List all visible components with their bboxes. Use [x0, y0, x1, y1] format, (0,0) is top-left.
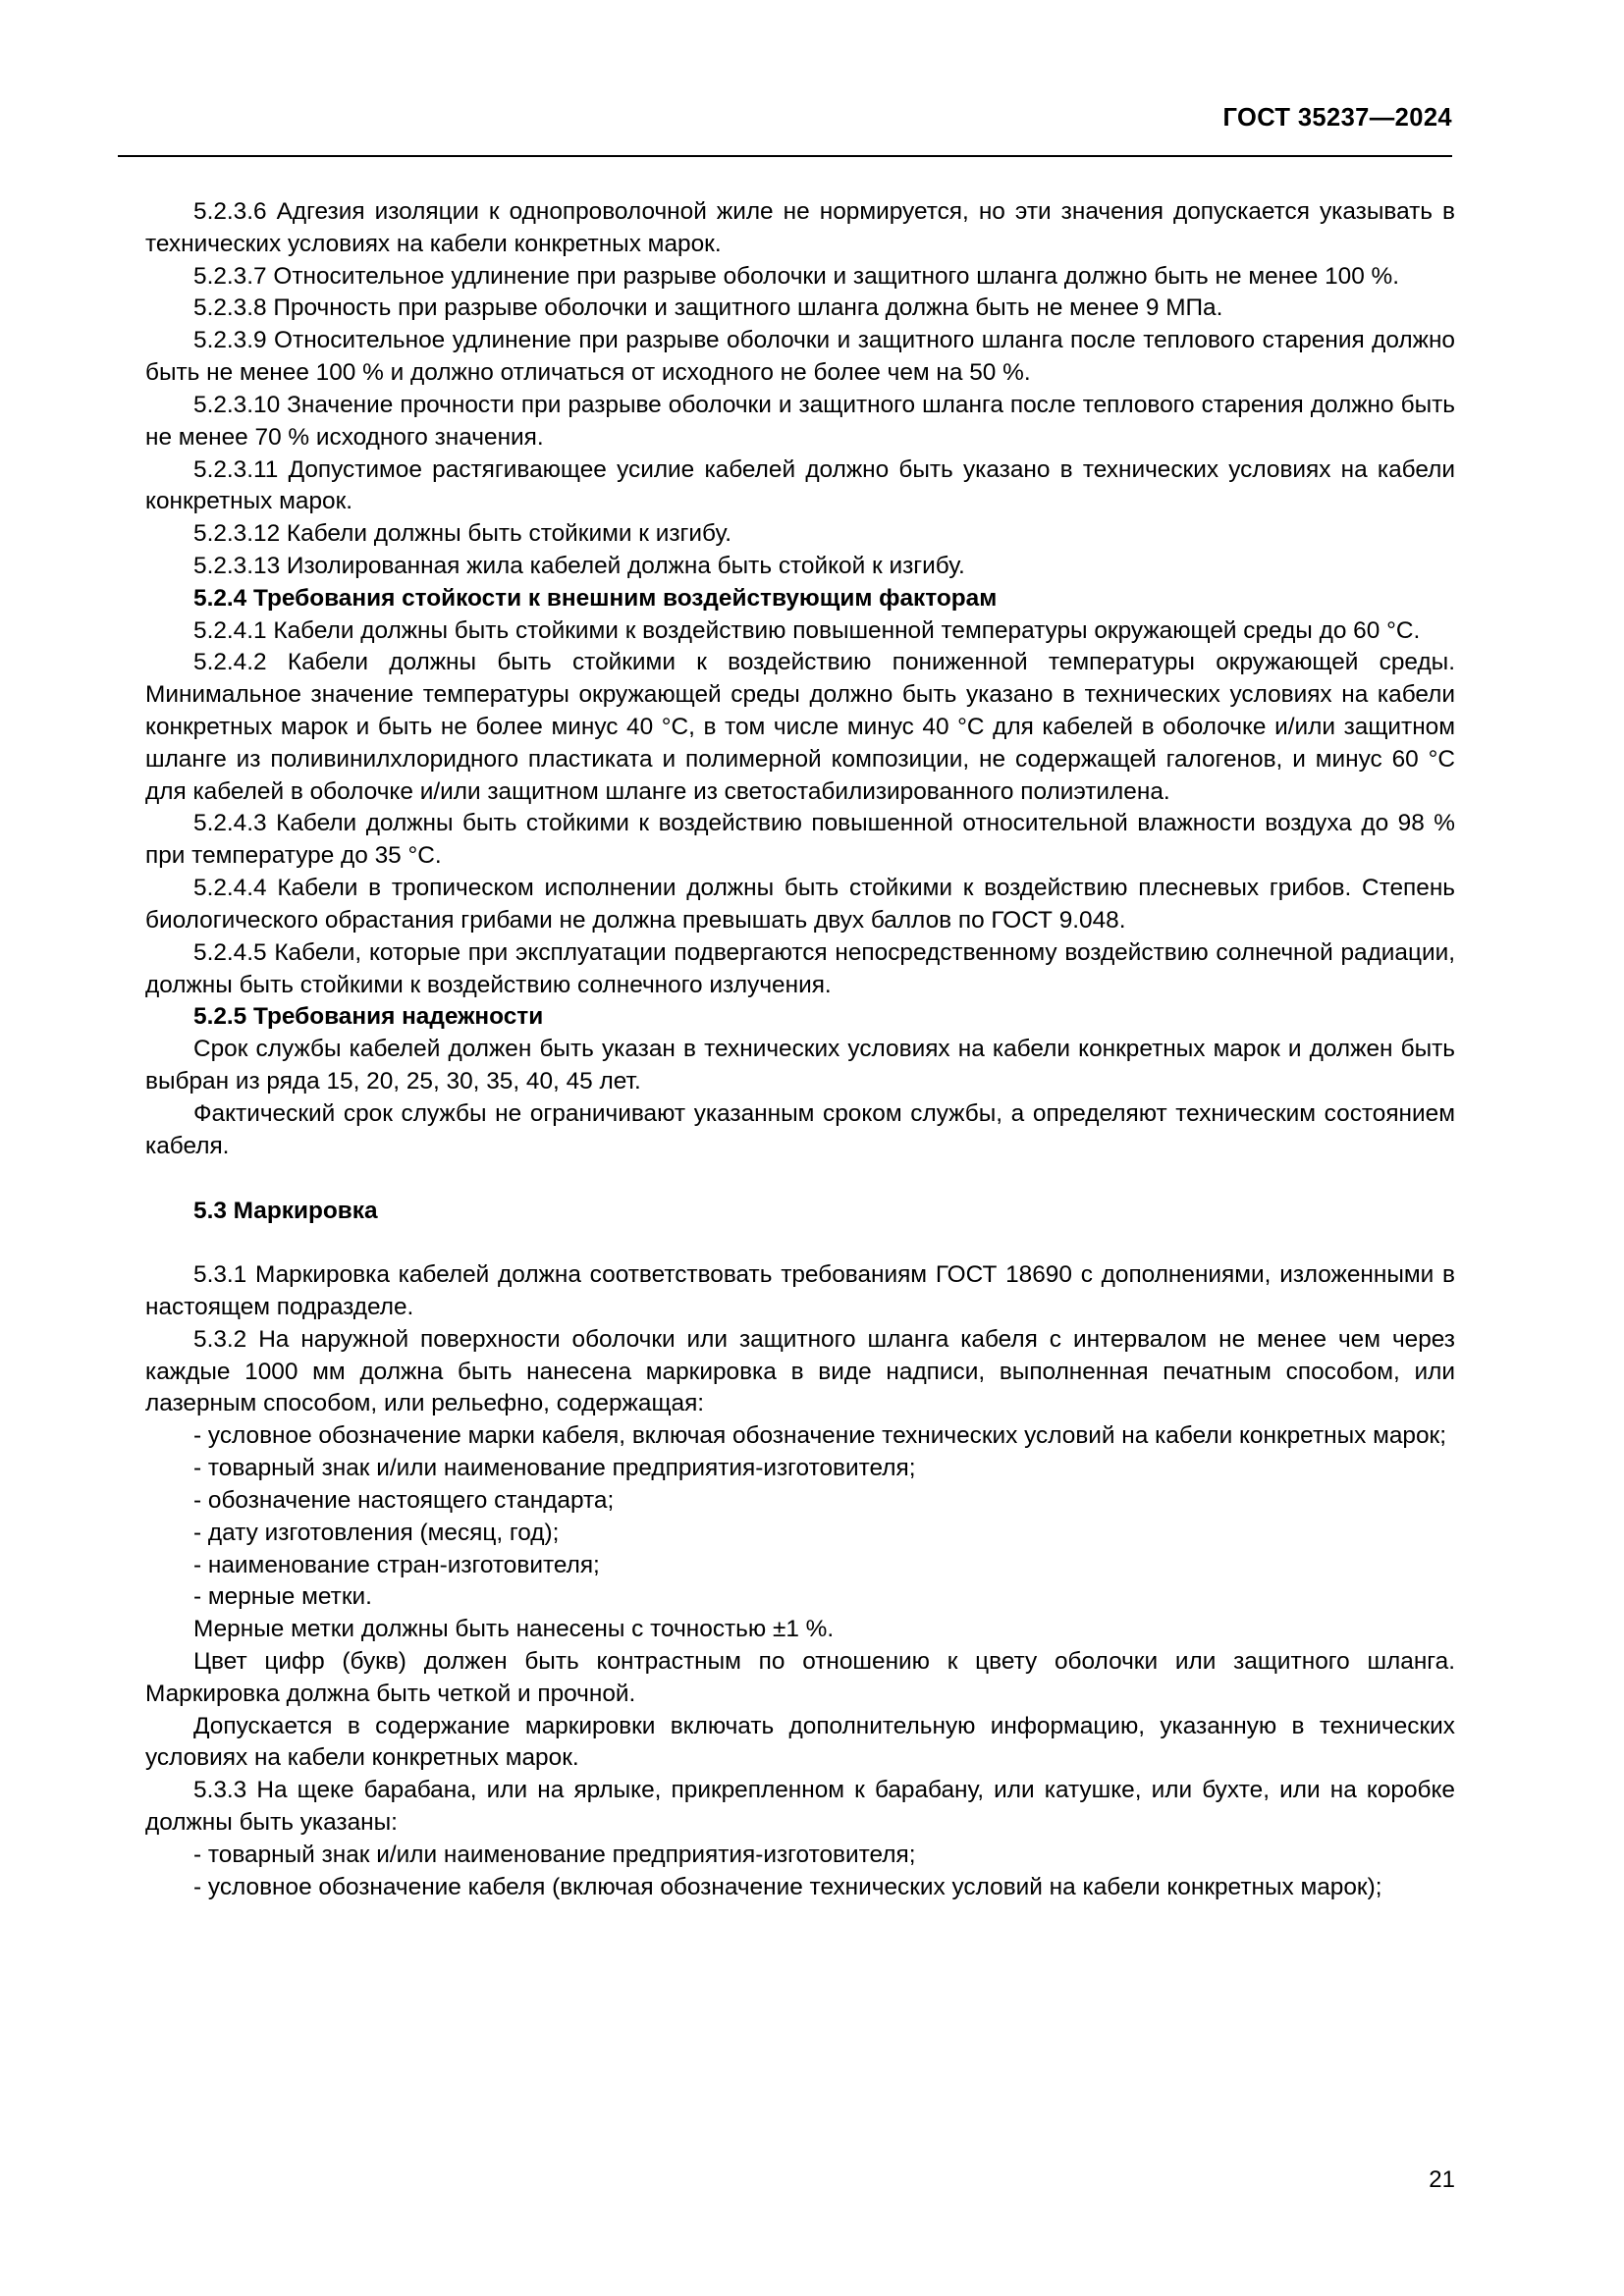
list-item: - товарный знак и/или наименование предприятия-изготовителя;: [193, 1455, 916, 1482]
paragraph: 5.2.3.10 Значение прочности при разрыве оболочки и защитного шланга после теплового старения должно быть не менее 70 % исходного значения.: [145, 391, 1455, 451]
section-heading-5-2-5: 5.2.5 Требования надежности: [193, 1003, 544, 1031]
list-item: - товарный знак и/или наименование предприятия-изготовителя;: [193, 1841, 916, 1868]
paragraph: 5.2.3.8 Прочность при разрыве оболочки и защитного шланга должна быть не менее 9 МПа.: [193, 294, 1223, 322]
list-item: - наименование стран-изготовителя;: [193, 1551, 600, 1578]
standard-id: ГОСТ 35237—2024: [1222, 104, 1452, 132]
paragraph: 5.2.3.13 Изолированная жила кабелей должна быть стойкой к изгибу.: [193, 552, 965, 579]
document-body: [118, 196, 1506, 1903]
paragraph: 5.2.3.9 Относительное удлинение при разрыве оболочки и защитного шланга после теплового старения должно быть не менее 100 % и должно отличаться от исходного не более чем на 50 %.: [145, 327, 1455, 387]
paragraph: 5.2.3.7 Относительное удлинение при разрыве оболочки и защитного шланга должно быть не менее 100 %.: [193, 262, 1399, 290]
section-heading-5-3: 5.3 Маркировка: [193, 1198, 378, 1225]
paragraph: Цвет цифр (букв) должен быть контрастным по отношению к цвету оболочки или защитного шланга. Маркировка должна быть четкой и прочной.: [145, 1647, 1455, 1707]
paragraph: 5.3.3 На щеке барабана, или на ярлыке, прикрепленном к барабану, или катушке, или бухте, или на коробке должны быть указаны:: [145, 1777, 1455, 1836]
list-item: - обозначение настоящего стандарта;: [193, 1486, 615, 1514]
page-number: 21: [1429, 2166, 1455, 2193]
paragraph: 5.3.1 Маркировка кабелей должна соответствовать требованиям ГОСТ 18690 с дополнениями, изложенными в настоящем подразделе.: [145, 1261, 1455, 1320]
page-header: [118, 94, 1506, 143]
list-item: - мерные метки.: [193, 1583, 372, 1611]
paragraph: 5.2.4.3 Кабели должны быть стойкими к воздействию повышенной относительной влажности воздуха до 98 % при температуре до 35 °С.: [145, 810, 1455, 870]
list-item: - дату изготовления (месяц, год);: [193, 1519, 560, 1546]
paragraph: 5.2.3.6 Адгезия изоляции к однопроволочной жиле не нормируется, но эти значения допускается указывать в технических условиях на кабели конкретных марок.: [145, 198, 1455, 257]
header-divider: [118, 155, 1452, 157]
paragraph: 5.3.2 На наружной поверхности оболочки или защитного шланга кабеля с интервалом не менее чем через каждые 1000 мм должна быть нанесена маркировка в виде надписи, выполненная печатным способом, или лазерным способом, или рельефно, содержащая:: [145, 1325, 1455, 1417]
section-heading-5-2-4: 5.2.4 Требования стойкости к внешним воздействующим факторам: [193, 584, 998, 612]
paragraph: Срок службы кабелей должен быть указан в технических условиях на кабели конкретных марок и должен быть выбран из ряда 15, 20, 25, 30, 35, 40, 45 лет.: [145, 1036, 1455, 1095]
paragraph: 5.2.4.5 Кабели, которые при эксплуатации подвергаются непосредственному воздействию солнечной радиации, должны быть стойкими к воздействию солнечного излучения.: [145, 938, 1455, 998]
paragraph: Допускается в содержание маркировки включать дополнительную информацию, указанную в технических условиях на кабели конкретных марок.: [145, 1712, 1455, 1772]
paragraph: 5.2.3.11 Допустимое растягивающее усилие кабелей должно быть указано в технических условиях на кабели конкретных марок.: [145, 455, 1455, 515]
paragraph: 5.2.4.1 Кабели должны быть стойкими к воздействию повышенной температуры окружающей среды до 60 °С.: [193, 616, 1421, 644]
list-item: - условное обозначение марки кабеля, включая обозначение технических условий на кабели конкретных марок;: [193, 1422, 1446, 1450]
paragraph: 5.2.4.4 Кабели в тропическом исполнении должны быть стойкими к воздействию плесневых грибов. Степень биологического обрастания грибами не должна превышать двух баллов по ГОСТ 9.048.: [145, 875, 1455, 934]
paragraph: 5.2.3.12 Кабели должны быть стойкими к изгибу.: [193, 520, 732, 548]
paragraph: 5.2.4.2 Кабели должны быть стойкими к воздействию пониженной температуры окружающей среды. Минимальное значение температуры окружающей среды должно быть указано в технических условиях на кабели конкретных марок и быть не более минус 40 °С, в том числе минус 40 °С для кабелей в оболочке и/или защитном шланге из поливинилхлоридного пластиката и полимерной композиции, не содержащей галогенов, и минус 60 °С для кабелей в оболочке и/или защитном шланге из светостабилизированного полиэтилена.: [145, 649, 1455, 805]
list-item: - условное обозначение кабеля (включая обозначение технических условий на кабели конкретных марок);: [193, 1873, 1382, 1900]
paragraph: Фактический срок службы не ограничивают указанным сроком службы, а определяют техническим состоянием кабеля.: [145, 1099, 1455, 1159]
paragraph: Мерные метки должны быть нанесены с точностью ±1 %.: [193, 1616, 835, 1643]
